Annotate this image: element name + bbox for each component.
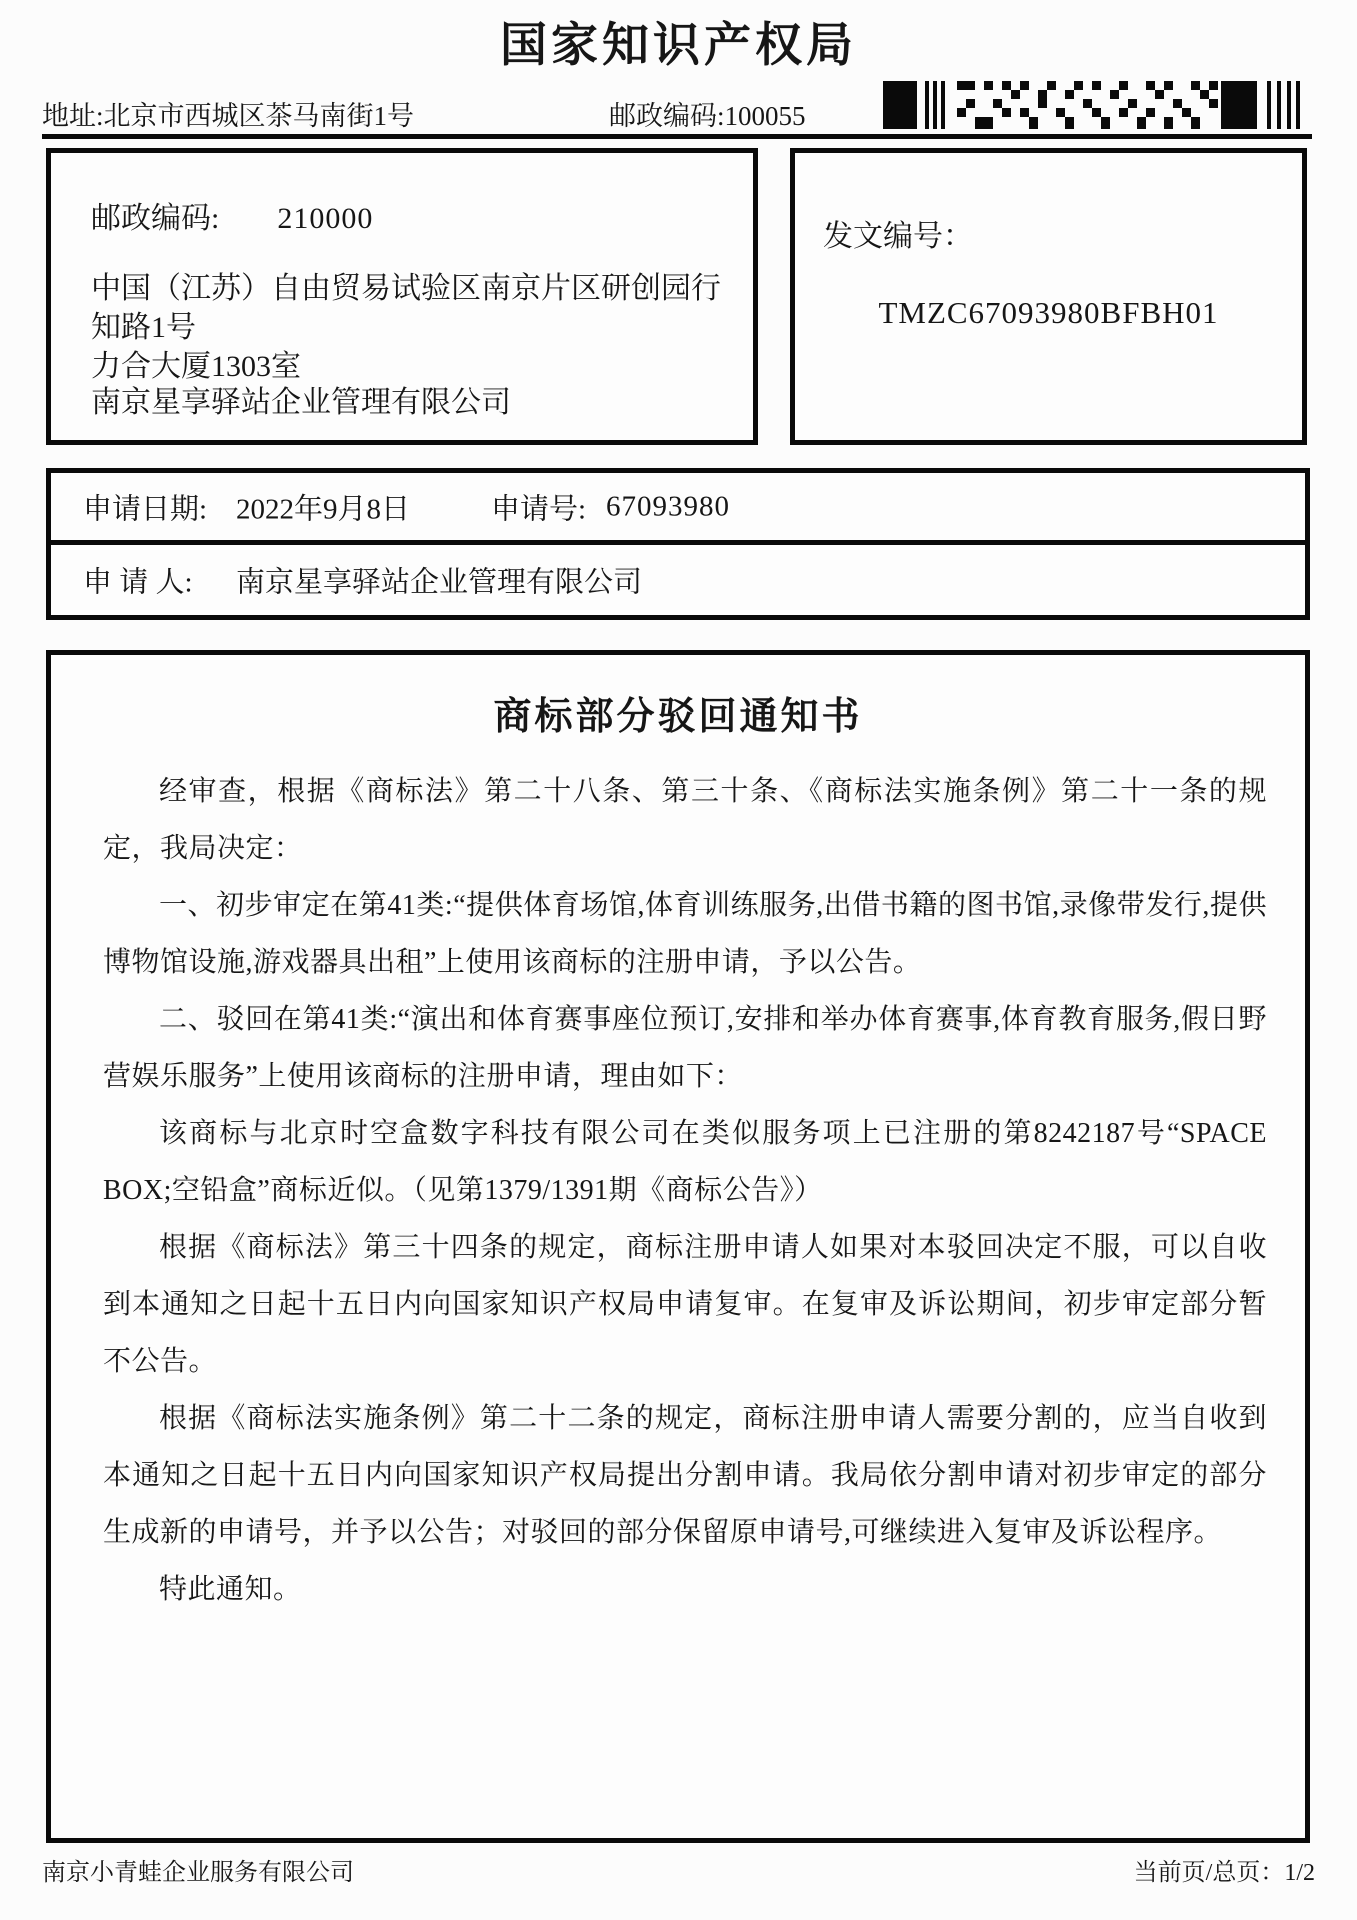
application-number-value: 67093980 (606, 490, 730, 522)
agency-postal-code: 邮政编码:100055 (609, 101, 806, 131)
recipient-address-line2: 力合大厦1303室 (91, 350, 301, 383)
footer-agent-company: 南京小青蛙企业服务有限公司 (42, 1860, 354, 1886)
notice-paragraph: 经审查，根据《商标法》第二十八条、第三十条、《商标法实施条例》第二十一条的规定，我局决定： (103, 776, 1267, 864)
recipient-postal-label: 邮政编码: (91, 202, 220, 235)
issue-number-box (790, 148, 1307, 445)
recipient-address-line1: 中国（江苏）自由贸易试验区南京片区研创园行知路1号 (91, 272, 721, 344)
notice-paragraph: 根据《商标法实施条例》第二十二条的规定，商标注册申请人需要分割的，应当自收到本通知之日起十五日内向国家知识产权局提出分割申请。我局依分割申请对初步审定的部分生成新的申请号，并予以公告；对驳回的部分保留原申请号,可继续进入复审及诉讼程序。 (103, 1403, 1267, 1548)
recipient-postal-value: 210000 (277, 202, 374, 235)
footer-page-value: 1/2 (1284, 1860, 1315, 1886)
applicant-value: 南京星享驿站企业管理有限公司 (236, 566, 643, 599)
footer-page-label: 当前页/总页： (1133, 1860, 1285, 1886)
applicant-label: 申 请 人: (83, 566, 193, 599)
notice-paragraph: 特此通知。 (159, 1574, 302, 1605)
notice-paragraph: 二、驳回在第41类:“演出和体育赛事座位预订,安排和举办体育赛事,体育教育服务,假日野营娱乐服务”上使用该商标的注册申请，理由如下： (103, 1004, 1267, 1092)
agency-address: 地址:北京市西城区茶马南街1号 (42, 101, 415, 131)
notice-paragraph: 一、初步审定在第41类:“提供体育场馆,体育训练服务,出借书籍的图书馆,录像带发行,提供博物馆设施,游戏器具出租”上使用该商标的注册申请，予以公告。 (103, 890, 1267, 978)
recipient-company: 南京星享驿站企业管理有限公司 (91, 386, 511, 419)
issue-number-value: TMZC67093980BFBH01 (878, 295, 1219, 330)
issue-number-label: 发文编号： (823, 220, 973, 253)
application-number-label: 申请号: (491, 493, 587, 525)
notice-title: 商标部分驳回通知书 (493, 696, 863, 738)
recipient-postal-line (91, 193, 373, 237)
applicant-box (46, 540, 1310, 620)
header-divider (42, 134, 1312, 139)
application-date-label: 申请日期: (83, 493, 208, 525)
notice-paragraph: 该商标与北京时空盒数字科技有限公司在类似服务项上已注册的第8242187号“SPACE BOX;空铅盒”商标近似。（见第1379/1391期《商标公告》） (103, 1118, 1296, 1206)
notice-body (103, 763, 1296, 1618)
footer-pagination (1134, 1852, 1315, 1887)
agency-title: 国家知识产权局 (500, 20, 857, 72)
recipient-address (91, 269, 731, 386)
application-date-value: 2022年9月8日 (236, 493, 411, 525)
notice-paragraph: 根据《商标法》第三十四条的规定，商标注册申请人如果对本驳回决定不服，可以自收到本通知之日起十五日内向国家知识产权局申请复审。在复审及诉讼期间，初步审定部分暂不公告。 (103, 1232, 1267, 1377)
barcode-icon (883, 79, 1303, 131)
application-info-box (46, 468, 1310, 545)
notice-box (46, 650, 1310, 1843)
recipient-box (46, 148, 758, 445)
